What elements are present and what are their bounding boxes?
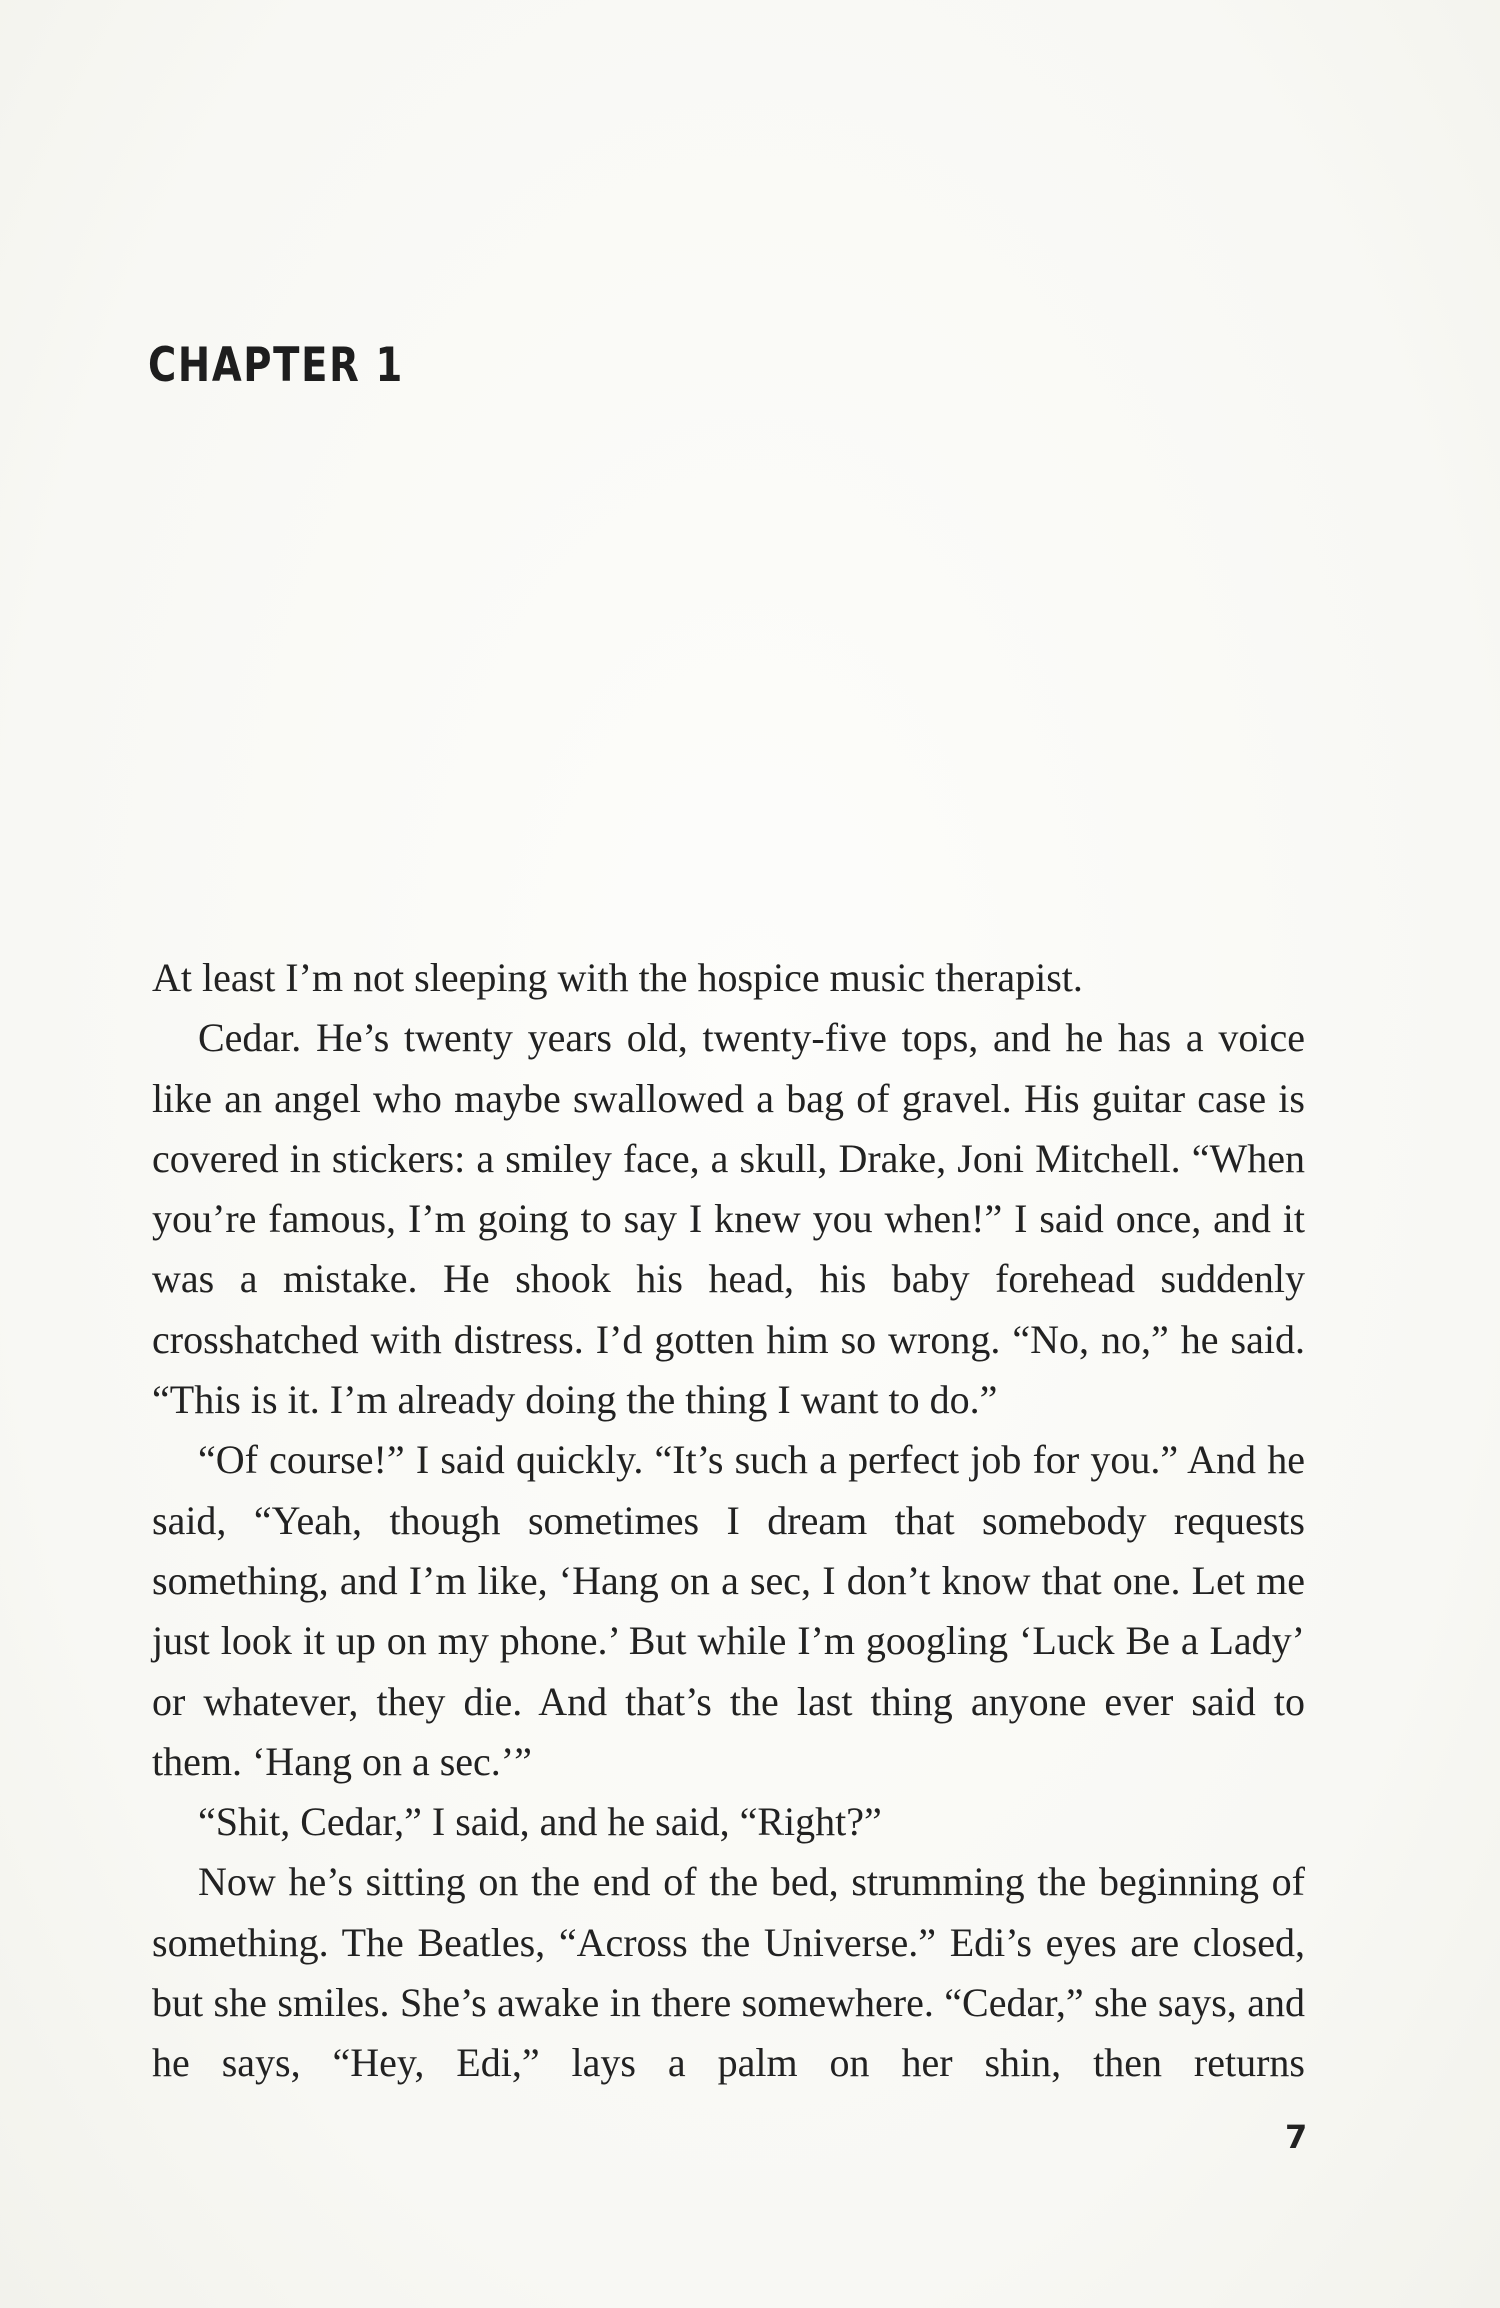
chapter-body — [152, 948, 1305, 2094]
paragraph-1: At least I’m not sleeping with the hospice music therapist. — [152, 955, 1083, 1000]
paragraph-3: “Of course!” I said quickly. “It’s such a perfect job for you.” And he said, “Yeah, though sometimes I dream that somebody requests something, and I’m like, ‘Hang on a sec, I don’t know that one. Let me just look it up on my phone.’ But while I’m googling ‘Luck Be a Lady’ or whatever, they die. And that’s the last thing anyone ever said to them. ‘Hang on a sec.’” — [152, 1437, 1305, 1784]
chapter-heading: CHAPTER 1 — [148, 338, 404, 393]
page-number: 7 — [1285, 2118, 1308, 2156]
paragraph-2: Cedar. He’s twenty years old, twenty-five tops, and he has a voice like an angel who maybe swallowed a bag of gravel. His guitar case is covered in stickers: a smiley face, a skull, Drake, Joni Mitchell. “When you’re famous, I’m going to say I knew you when!” I said once, and it was a mistake. He shook his head, his baby forehead suddenly crosshatched with distress. I’d gotten him so wrong. “No, no,” he said. “This is it. I’m already doing the thing I want to do.” — [152, 1015, 1305, 1423]
paragraph-5: Now he’s sitting on the end of the bed, strumming the beginning of something. The Beatles, “Across the Universe.” Edi’s eyes are closed, but she smiles. She’s awake in there somewhere. “Cedar,” she says, and he says, “Hey, Edi,” lays a palm on her shin, then returns — [152, 1859, 1305, 2086]
paragraph-4: “Shit, Cedar,” I said, and he said, “Right?” — [198, 1799, 882, 1845]
